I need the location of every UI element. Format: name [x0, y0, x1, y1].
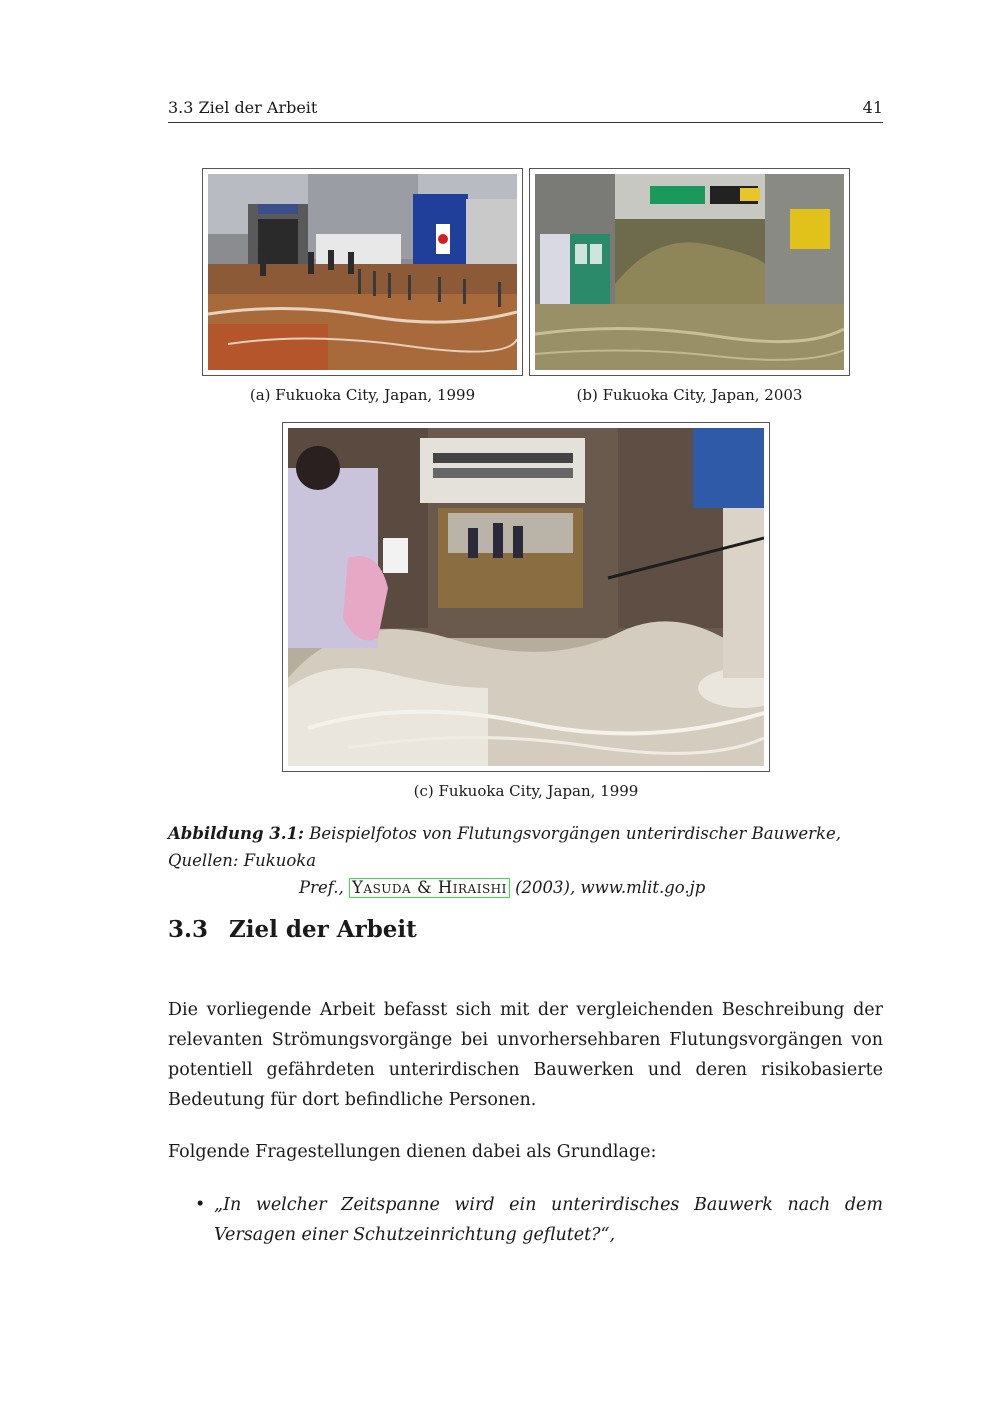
photo-b-frame — [529, 168, 850, 376]
caption-suffix: , www.mlit.go.jp — [570, 878, 706, 897]
paragraph-2: Folgende Fragestellungen dienen dabei als Grundlage: — [168, 1142, 657, 1162]
paragraph-1: Die vorliegende Arbeit befasst sich mit der vergleichenden Beschreibung der relevanten Strömungsvorgänge bei unvorhersehbaren Flutungsvorgängen von potentiell gefährdeten unterirdischen Bauwerken und deren risikobasierte Bedeutung für dort befindliche Personen. — [168, 1000, 883, 1110]
figure-caption — [168, 820, 883, 901]
figure-caption-text: Beispielfotos von Flutungsvorgängen unterirdischer Bauwerke, Quellen: Fukuoka — [168, 824, 842, 870]
figure-caption-line-2 — [168, 874, 883, 901]
running-header — [168, 96, 883, 123]
citation-link-authors[interactable]: Yasuda & Hiraishi — [349, 878, 510, 898]
list-item-text: „In welcher Zeitspanne wird ein unterirdisches Bauwerk nach dem Versagen einer Schutzeinrichtung geflutet?“, — [214, 1195, 883, 1245]
photo-a-flooded-street — [208, 174, 517, 370]
section-number: 3.3 — [168, 916, 209, 943]
photo-c-frame — [282, 422, 770, 772]
section-title: Ziel der Arbeit — [229, 916, 417, 943]
caption-prefix: Pref., — [299, 878, 350, 897]
figure-caption-line-1 — [168, 820, 883, 874]
section-heading — [168, 916, 417, 943]
photo-b-subway-flooding — [535, 174, 844, 370]
photo-a-frame — [202, 168, 523, 376]
photo-c-stairway-flooding — [288, 428, 764, 766]
header-section-title: 3.3 Ziel der Arbeit — [168, 98, 318, 117]
page-number: 41 — [862, 98, 883, 117]
subfigure-b-caption: (b) Fukuoka City, Japan, 2003 — [576, 386, 803, 404]
figure-label: Abbildung 3.1: — [168, 824, 305, 843]
bullet-icon: • — [195, 1195, 206, 1215]
citation-link-year[interactable]: (2003) — [515, 878, 570, 897]
subfigure-c-caption: (c) Fukuoka City, Japan, 1999 — [413, 782, 639, 800]
subfigure-a-caption: (a) Fukuoka City, Japan, 1999 — [249, 386, 476, 404]
list-item — [168, 1190, 883, 1250]
